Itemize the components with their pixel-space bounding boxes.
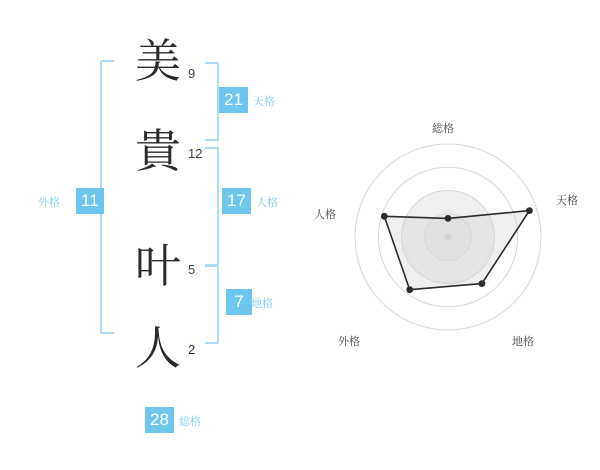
chikaku-value-badge: 7 — [226, 289, 252, 315]
gaikaku-label: 外格 — [38, 196, 60, 209]
jinkaku-bracket — [205, 147, 219, 266]
stroke-count: 9 — [188, 66, 196, 81]
chikaku-label: 地格 — [251, 297, 273, 310]
name-character: 美 — [135, 34, 181, 88]
name-character: 叶 — [135, 239, 181, 293]
radar-data-point — [406, 286, 413, 293]
gaikaku-value-badge: 11 — [76, 188, 104, 214]
jinkaku-label: 人格 — [256, 196, 278, 209]
soukaku-label: 総格 — [179, 415, 201, 428]
stroke-count: 5 — [188, 262, 196, 277]
axis-label-gaikaku: 外格 — [338, 335, 360, 348]
tenkaku-label: 天格 — [253, 95, 275, 108]
radar-data-point — [445, 215, 452, 222]
tenkaku-bracket — [205, 62, 219, 141]
axis-label-chikaku: 地格 — [512, 335, 534, 348]
soukaku-value-badge: 28 — [145, 407, 174, 433]
stroke-count: 2 — [188, 342, 196, 357]
stroke-count: 12 — [188, 146, 203, 161]
radar-chart-panel — [300, 0, 600, 470]
name-character: 人 — [135, 321, 181, 375]
radar-data-point — [526, 207, 533, 214]
chikaku-bracket — [205, 265, 219, 344]
axis-label-soukaku: 総格 — [432, 122, 454, 135]
jinkaku-value-badge: 17 — [222, 188, 251, 214]
radar-data-point — [381, 213, 388, 220]
radar-data-point — [479, 280, 486, 287]
axis-label-jinkaku: 人格 — [314, 208, 336, 221]
radar-chart — [300, 0, 600, 470]
axis-label-tenkaku: 天格 — [556, 194, 578, 207]
tenkaku-value-badge: 21 — [219, 87, 248, 113]
name-character: 貴 — [135, 124, 181, 178]
